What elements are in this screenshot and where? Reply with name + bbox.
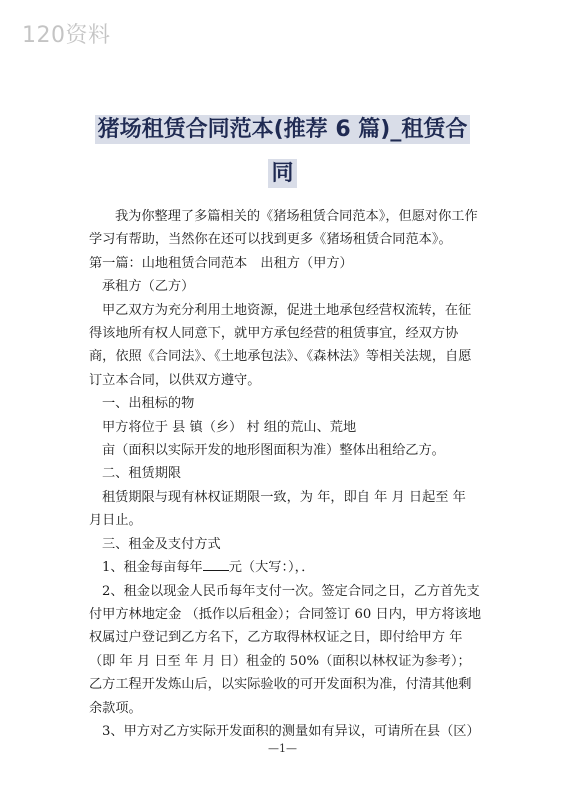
location-line: 甲方将位于 县 镇（乡） 村 组的荒山、荒地: [102, 419, 357, 435]
title-line-2: 同: [268, 159, 296, 188]
section-heading: 第一篇：山地租赁合同范本 出租方（甲方）: [89, 255, 353, 271]
document-body: [89, 205, 481, 743]
title-line-1: 猪场租赁合同范本(推荐 6 篇)_租赁合: [95, 115, 471, 144]
term-paragraph: 租赁期限与现有林权证期限一致，为 年，即自 年 月 日起至 年 月日止。: [89, 489, 466, 529]
rent-item-1: [89, 556, 481, 579]
area-line: 亩（面积以实际开发的地形图面积为准）整体出租给乙方。: [102, 443, 445, 459]
heading-lease-term: 二、租赁期限: [102, 466, 182, 482]
intro-paragraph: 我为你整理了多篇相关的《猪场租赁合同范本》，但愿对你工作学习有帮助，当然你在还可以找到更多《猪场租赁合同范本》。: [89, 209, 478, 248]
lessee-line: 承租方（乙方）: [102, 279, 195, 295]
document-title: [0, 108, 565, 196]
rent-item-1-prefix: 1、租金每亩每年: [102, 560, 203, 576]
blank-line: [203, 558, 229, 571]
rent-item-3: 3、甲方对乙方实际开发面积的测量如有异议，可请所在县（区）: [102, 723, 480, 739]
page-number: —1—: [268, 742, 297, 755]
contract-paragraph: 甲乙双方为充分利用土地资源，促进土地承包经营权流转，在征得该地所有权人同意下，就甲方承包经营的租赁事宜，经双方协商，依照《合同法》、《土地承包法》、《森林法》等相关法规，自愿订立本合同，以供双方遵守。: [89, 302, 472, 388]
watermark-logo: 120资料: [22, 23, 111, 48]
rent-item-2: 2、租金以现金人民币每年支付一次。签定合同之日，乙方首先支付甲方林地定金 （抵作以后租金）；合同签订 60 日内，甲方将该地权属过户登记到乙方名下，乙方取得林权证之日，即付给甲方 年（即 年 月 日至 年 月 日）租金的 50%（面积以林权证为参考）；乙方工程开发炼山后，以实际验收的可开发面积为准，付清其他剩余款项。: [89, 583, 482, 716]
heading-leased-object: 一、出租标的物: [102, 396, 195, 412]
heading-rent-payment: 三、租金及支付方式: [102, 536, 221, 552]
rent-item-1-suffix: 元（大写：），．: [228, 560, 315, 576]
